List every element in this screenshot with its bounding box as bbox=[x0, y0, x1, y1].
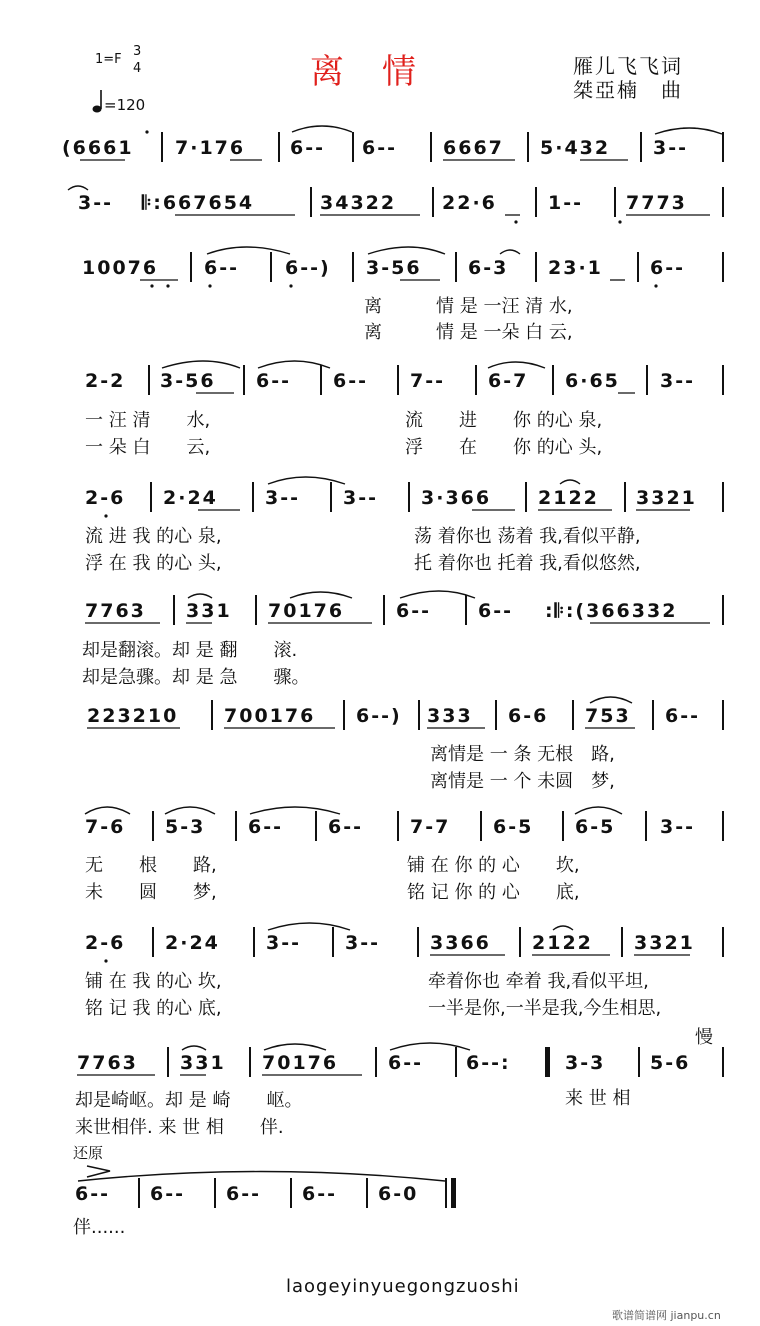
lyric-line: 伴...... bbox=[73, 1217, 126, 1238]
measure: 7763 bbox=[77, 1052, 138, 1074]
slur bbox=[575, 807, 622, 814]
measure: 3·366 bbox=[421, 487, 492, 509]
measure: 10076 bbox=[82, 257, 159, 279]
lyric-line: 却是急骤。却 是 急 骤。 bbox=[82, 667, 310, 688]
tempo-mark-restore: 还原 bbox=[73, 1144, 104, 1162]
octave-dot bbox=[514, 220, 517, 223]
lyric-line: 流 进 我 的心 泉, bbox=[85, 526, 222, 547]
lyric-line: 荡 着你也 荡着 我,看似平静, bbox=[414, 526, 641, 547]
measure: 6-- bbox=[333, 370, 368, 392]
measure: 7-6 bbox=[85, 816, 126, 838]
measure: 3-- bbox=[343, 487, 378, 509]
lyric-line: 一半是你,一半是我,今生相思, bbox=[428, 998, 662, 1019]
measure: 6-6 bbox=[508, 705, 549, 727]
measure: 700176 bbox=[224, 705, 316, 727]
measure: 3-- bbox=[266, 932, 301, 954]
measure: 6-3 bbox=[468, 257, 509, 279]
octave-dot bbox=[208, 284, 211, 287]
measure: 6--) bbox=[356, 705, 402, 727]
slur bbox=[292, 126, 352, 132]
measure: 3-56 bbox=[160, 370, 216, 392]
lyricist: 雁儿飞飞词 bbox=[573, 54, 683, 78]
measure: 6667 bbox=[443, 137, 504, 159]
slur bbox=[590, 697, 632, 703]
measure: 7773 bbox=[626, 192, 687, 214]
measure: 6-- bbox=[396, 600, 431, 622]
measure: 5·432 bbox=[540, 137, 611, 159]
measure: 2-2 bbox=[85, 370, 126, 392]
measure: 753 bbox=[585, 705, 631, 727]
tempo-mark-slow: 慢 bbox=[695, 1027, 713, 1048]
measure: 70176 bbox=[268, 600, 345, 622]
octave-dot bbox=[618, 220, 621, 223]
tempo: =120 bbox=[104, 96, 146, 114]
measure: 6-- bbox=[302, 1183, 337, 1205]
measure: 6--) bbox=[285, 257, 331, 279]
lyric-line: 离 情 是 一汪 清 水, bbox=[364, 296, 573, 317]
measure: 331 bbox=[186, 600, 232, 622]
measure: (6661 bbox=[62, 137, 134, 159]
measure: 2122 bbox=[532, 932, 593, 954]
slur bbox=[655, 128, 722, 134]
measure: 7763 bbox=[85, 600, 146, 622]
measure: 7-- bbox=[410, 370, 445, 392]
measure: 6-- bbox=[150, 1183, 185, 1205]
slur bbox=[258, 361, 330, 368]
measure: 223210 bbox=[87, 705, 179, 727]
measure: 3-- bbox=[660, 816, 695, 838]
measure: 6·65 bbox=[565, 370, 620, 392]
measure: 6-- bbox=[75, 1183, 110, 1205]
lyric-line: 托 着你也 托着 我,看似悠然, bbox=[414, 553, 641, 574]
measure: 3366 bbox=[430, 932, 491, 954]
lyric-line: 来 世 相 bbox=[565, 1088, 631, 1109]
measure: 6-5 bbox=[493, 816, 534, 838]
measure: 5-6 bbox=[650, 1052, 691, 1074]
slur bbox=[264, 1044, 326, 1050]
lyric-line: 铺 在 我 的心 坎, bbox=[85, 971, 222, 992]
measure: 6-- bbox=[248, 816, 283, 838]
lyric-line: 一 朵 白 云, bbox=[85, 437, 211, 458]
measure: 6-- bbox=[226, 1183, 261, 1205]
slur bbox=[500, 250, 520, 254]
slur bbox=[68, 186, 88, 190]
measure: 6--: bbox=[466, 1052, 511, 1074]
measure: 3-- bbox=[660, 370, 695, 392]
measure: 3-- bbox=[265, 487, 300, 509]
lyric-line: 离情是 一 条 无根 路, bbox=[430, 744, 615, 765]
slur bbox=[553, 926, 573, 930]
slur bbox=[488, 362, 545, 368]
lyric-line: 铺 在 你 的 心 坎, bbox=[407, 855, 580, 876]
measure: 7-7 bbox=[410, 816, 451, 838]
octave-dot bbox=[654, 284, 657, 287]
slur bbox=[165, 807, 215, 814]
octave-dot bbox=[104, 514, 107, 517]
slur bbox=[85, 807, 130, 814]
measure: 6-- bbox=[204, 257, 239, 279]
measure: 331 bbox=[180, 1052, 226, 1074]
slur bbox=[162, 361, 240, 368]
lyric-line: 离 情 是 一朵 白 云, bbox=[364, 322, 573, 343]
measure: 2·24 bbox=[163, 487, 218, 509]
measure: 𝄆:667654 bbox=[142, 192, 255, 214]
lyric-line: 来世相伴. 来 世 相 伴. bbox=[75, 1117, 284, 1138]
measure: 6-7 bbox=[488, 370, 529, 392]
octave-dot bbox=[166, 284, 169, 287]
measure: 1-- bbox=[548, 192, 583, 214]
lyric-line: 离情是 一 个 未圆 梦, bbox=[430, 771, 615, 792]
measure: 2-6 bbox=[85, 932, 126, 954]
measure: 22·6 bbox=[442, 192, 497, 214]
song-title: 离 情 bbox=[310, 52, 418, 92]
octave-dot bbox=[145, 130, 148, 133]
measure: 333 bbox=[427, 705, 473, 727]
measure: 6-- bbox=[650, 257, 685, 279]
measure: 3-- bbox=[345, 932, 380, 954]
measure: 3321 bbox=[636, 487, 697, 509]
measure: 2·24 bbox=[165, 932, 220, 954]
measure: 6-- bbox=[362, 137, 397, 159]
composer: 桀亞楠 曲 bbox=[573, 78, 683, 102]
lyric-line: 铭 记 你 的 心 底, bbox=[407, 882, 580, 903]
key-signature: 1=F bbox=[95, 52, 122, 67]
measure: 6-5 bbox=[575, 816, 616, 838]
lyric-line: 未 圆 梦, bbox=[85, 882, 217, 903]
measure: 70176 bbox=[262, 1052, 339, 1074]
measure: 6-- bbox=[388, 1052, 423, 1074]
measure: 6-- bbox=[478, 600, 513, 622]
measure: 6-- bbox=[328, 816, 363, 838]
octave-dot bbox=[104, 959, 107, 962]
measure: 3-- bbox=[653, 137, 688, 159]
measure: 23·1 bbox=[548, 257, 603, 279]
slur bbox=[268, 923, 350, 930]
measure: 3-- bbox=[78, 192, 113, 214]
watermark: laogeyinyuegongzuoshi bbox=[286, 1276, 520, 1297]
slur bbox=[390, 1043, 470, 1050]
time-signature-top: 3 bbox=[133, 44, 142, 59]
measure: 3-56 bbox=[366, 257, 422, 279]
slur bbox=[182, 1046, 206, 1050]
octave-dot bbox=[289, 284, 292, 287]
lyric-line: 浮 在 我 的心 头, bbox=[85, 553, 222, 574]
measure: 3-3 bbox=[565, 1052, 606, 1074]
measure: 3321 bbox=[634, 932, 695, 954]
slur bbox=[250, 807, 340, 814]
measure: 2122 bbox=[538, 487, 599, 509]
measure: 6-- bbox=[665, 705, 700, 727]
slur bbox=[207, 247, 290, 254]
octave-dot bbox=[150, 284, 153, 287]
measure: 6-0 bbox=[378, 1183, 419, 1205]
lyric-line: 牵着你也 牵着 我,看似平坦, bbox=[428, 971, 649, 992]
lyric-line: 却是崎岖。却 是 崎 岖。 bbox=[75, 1090, 303, 1111]
slur bbox=[400, 591, 475, 598]
lyric-line: 一 汪 清 水, bbox=[85, 410, 211, 431]
lyric-line: 铭 记 我 的心 底, bbox=[85, 998, 222, 1019]
lyric-line: 却是翻滚。却 是 翻 滚. bbox=[82, 640, 298, 661]
slur bbox=[290, 592, 352, 598]
measure: :𝄆:(366332 bbox=[545, 600, 678, 622]
lyric-line: 流 进 你 的心 泉, bbox=[405, 410, 603, 431]
measure: 6-- bbox=[290, 137, 325, 159]
measure: 5-3 bbox=[165, 816, 206, 838]
slur bbox=[78, 1172, 445, 1182]
measure: 7·176 bbox=[175, 137, 246, 159]
slur bbox=[268, 477, 345, 484]
slur bbox=[560, 480, 580, 484]
measure: 2-6 bbox=[85, 487, 126, 509]
lyric-line: 浮 在 你 的心 头, bbox=[405, 437, 603, 458]
slur bbox=[188, 594, 212, 598]
time-signature-bottom: 4 bbox=[133, 61, 142, 76]
slur bbox=[368, 247, 445, 254]
measure: 6-- bbox=[256, 370, 291, 392]
measure: 34322 bbox=[320, 192, 397, 214]
site-label: 歌谱简谱网 jianpu.cn bbox=[612, 1309, 721, 1322]
lyric-line: 无 根 路, bbox=[85, 855, 217, 876]
